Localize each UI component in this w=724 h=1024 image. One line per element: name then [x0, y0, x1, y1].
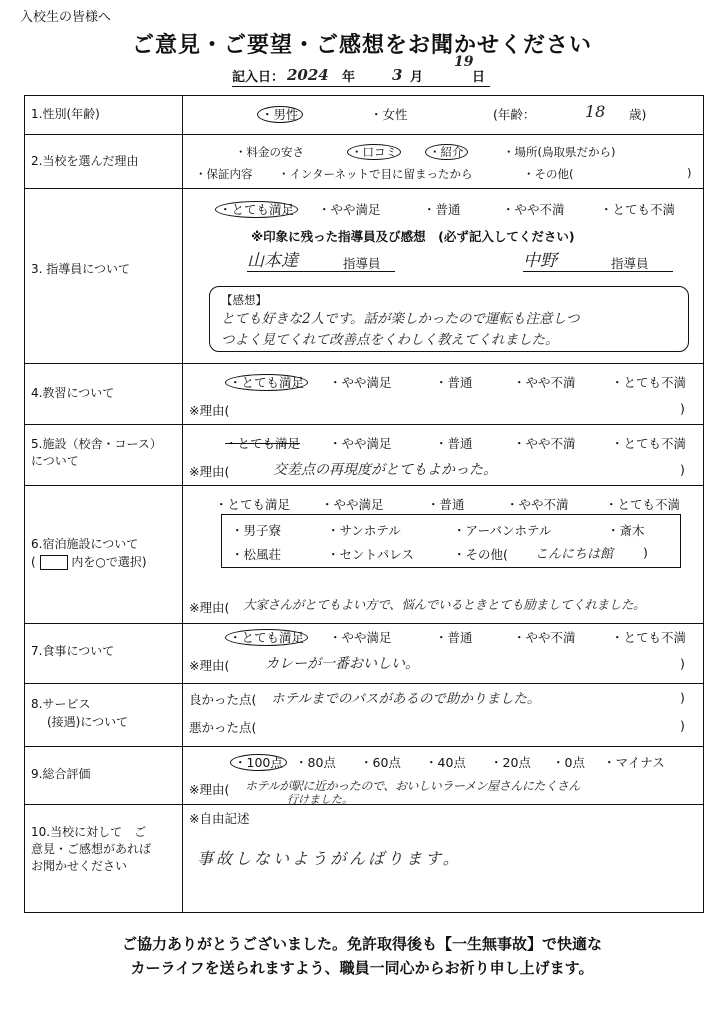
q1-female-option[interactable]: ・女性 [370, 107, 408, 122]
q8-bad-label: 悪かった点( [189, 720, 257, 735]
q2-opt-internet[interactable]: ・インターネットで目に留まったから [278, 167, 473, 181]
q6-label-1: 6.宿泊施設について [31, 537, 139, 551]
date-day-unit: 日 [472, 70, 486, 85]
q1-label: 1.性別(年齢) [31, 107, 100, 121]
q7-reason-prefix: ※理由( [189, 658, 230, 673]
q2-opt-referral[interactable]: ・紹介 [425, 144, 468, 160]
q6-fac-other[interactable]: ・その他( [453, 547, 508, 562]
q2-opt-review[interactable]: ・口コミ [347, 144, 401, 160]
q6-fac-saiki[interactable]: ・斎木 [607, 523, 645, 538]
q6-scale [215, 495, 681, 513]
q5-reason[interactable]: 交差点の再現度がとてもよかった。 [273, 462, 497, 478]
q9-reason-line2: 行けました。 [287, 793, 353, 806]
q4-very-dissatisfied[interactable]: ・とても不満 [611, 375, 687, 390]
q4-satisfied[interactable]: ・やや満足 [329, 375, 392, 390]
q7-satisfied[interactable]: ・やや満足 [329, 630, 392, 645]
q4-neutral[interactable]: ・普通 [435, 375, 473, 390]
q7-dissatisfied[interactable]: ・やや不満 [513, 630, 576, 645]
q6-fac-shofuso[interactable]: ・松風荘 [231, 547, 282, 562]
page-title: ご意見・ご要望・ご感想をお聞かせください [131, 33, 592, 58]
q6-neutral[interactable]: ・普通 [427, 497, 465, 512]
date-month-unit: 月 [410, 70, 424, 85]
q6-fac-other-text[interactable]: こんにちは館 [535, 547, 614, 562]
q7-neutral[interactable]: ・普通 [435, 630, 473, 645]
q9-score-100[interactable]: ・100点 [230, 754, 287, 771]
q3-instructor-1[interactable]: 山本達 [247, 246, 395, 272]
q3-note: ※印象に残った指導員及び感想 (必ず記入してください) [251, 229, 575, 244]
q3-impression-line1: とても好きな2人です。話が楽しかったので運転も注意しつ [221, 311, 580, 327]
q3-dissatisfied[interactable]: ・やや不満 [502, 202, 565, 217]
q5-neutral[interactable]: ・普通 [435, 436, 473, 451]
q2-opt-location[interactable]: ・場所(鳥取県だから) [503, 145, 616, 159]
q2-other-close: ) [687, 166, 692, 180]
q9-score-minus[interactable]: ・マイナス [603, 755, 665, 770]
date-year: 2024 [287, 66, 329, 84]
q2-opt-price[interactable]: ・料金の安さ [235, 145, 304, 159]
q4-label: 4.教習について [31, 386, 115, 400]
date-year-unit: 年 [342, 70, 356, 85]
q7-very-dissatisfied[interactable]: ・とても不満 [611, 630, 687, 645]
q8-good-label: 良かった点( [189, 692, 257, 707]
q9-score-60[interactable]: ・60点 [360, 755, 401, 770]
q10-free-label: ※自由記述 [189, 811, 250, 826]
q9-reason-prefix: ※理由( [189, 782, 230, 797]
q4-reason-prefix: ※理由( [189, 403, 230, 418]
q6-fac-sun-hotel[interactable]: ・サンホテル [327, 523, 401, 538]
q3-very-satisfied[interactable]: ・とても満足 [215, 201, 298, 218]
q9-label: 9.総合評価 [31, 767, 91, 781]
q6-label-2 [31, 554, 177, 571]
q3-inst2-suffix: 指導員 [611, 256, 649, 271]
date-month: 3 [392, 66, 403, 84]
q1-male-option[interactable]: ・男性 [257, 106, 303, 123]
q10-label: 10.当校に対して ご意見・ご感想があればお聞かせください [31, 825, 152, 873]
q7-label: 7.食事について [31, 644, 115, 658]
q6-dissatisfied[interactable]: ・やや不満 [506, 497, 569, 512]
q5-reason-prefix: ※理由( [189, 464, 230, 479]
q9-score-0[interactable]: ・0点 [552, 755, 585, 770]
q9-score-20[interactable]: ・20点 [490, 755, 531, 770]
survey-form [24, 95, 704, 913]
q6-satisfied[interactable]: ・やや満足 [321, 497, 384, 512]
q8-good-end: ) [680, 690, 685, 705]
q6-box-symbol [40, 555, 68, 570]
q6-fac-urban-hotel[interactable]: ・アーバンホテル [453, 523, 552, 538]
q4-dissatisfied[interactable]: ・やや不満 [513, 375, 576, 390]
q4-very-satisfied[interactable]: ・とても満足 [225, 374, 308, 391]
q3-scale [215, 200, 676, 218]
q1-age-label: (年齢： [493, 107, 536, 122]
q2-opt-other[interactable]: ・その他( [523, 167, 574, 181]
q3-very-dissatisfied[interactable]: ・とても不満 [600, 202, 676, 217]
q8-good-text[interactable]: ホテルまでのバスがあるので助かりました。 [271, 691, 541, 707]
footer-line-1: ご協力ありがとうございました。免許取得後も【一生無事故】で快適な [121, 935, 602, 953]
q6-very-satisfied[interactable]: ・とても満足 [215, 497, 291, 512]
q4-scale [225, 373, 687, 391]
q1-age-unit: 歳) [629, 107, 647, 122]
q3-label: 3. 指導員について [31, 262, 131, 276]
q5-satisfied[interactable]: ・やや満足 [329, 436, 392, 451]
q7-very-satisfied[interactable]: ・とても満足 [225, 629, 308, 646]
q8-label-2: (接遇)について [47, 715, 129, 729]
q7-reason[interactable]: カレーが一番おいしい。 [265, 656, 419, 672]
q9-score-40[interactable]: ・40点 [425, 755, 466, 770]
header-to: 入校生の皆様へ [20, 10, 112, 25]
q3-inst1-suffix: 指導員 [343, 256, 381, 271]
q9-score-80[interactable]: ・80点 [295, 755, 336, 770]
q3-impression-line2: つよく見てくれて改善点をくわしく教えてくれました。 [221, 332, 559, 348]
q6-reason[interactable]: 大家さんがとてもよい方で、悩んでいるときとても励ましてくれました。 [243, 597, 646, 612]
q8-bad-end: ) [680, 718, 685, 733]
q5-very-dissatisfied[interactable]: ・とても不満 [611, 436, 687, 451]
q8-label-1: 8.サービス [31, 697, 91, 711]
date-label: 記入日： [232, 70, 285, 85]
q6-fac-other-close: ) [643, 545, 648, 560]
q4-reason-end: ) [680, 401, 685, 416]
q5-scale [225, 434, 687, 452]
q2-opt-guarantee[interactable]: ・保証内容 [195, 167, 253, 181]
q3-satisfied[interactable]: ・やや満足 [318, 202, 381, 217]
q6-label-2b: 内を○で選択) [71, 555, 147, 569]
q6-reason-prefix: ※理由( [189, 600, 230, 615]
q2-label: 2.当校を選んだ理由 [31, 154, 139, 168]
q1-age-value[interactable]: 18 [585, 102, 606, 121]
q5-label: 5.施設（校舎・コース）について [31, 437, 162, 468]
q5-reason-end: ) [680, 462, 685, 477]
q7-reason-end: ) [680, 656, 685, 671]
q9-reason[interactable]: ホテルが駅に近かったので、おいしいラーメン屋さんにたくさん [245, 779, 580, 793]
q3-instructor-2[interactable]: 中野 [523, 246, 673, 272]
q6-fac-dorm[interactable]: ・男子寮 [231, 523, 282, 538]
q6-very-dissatisfied[interactable]: ・とても不満 [605, 497, 681, 512]
q6-label-2a: ( [31, 555, 36, 569]
q7-scale [225, 628, 687, 646]
q6-fac-st-palace[interactable]: ・セントパレス [327, 547, 414, 562]
date-day: 19 [454, 54, 474, 70]
q5-dissatisfied[interactable]: ・やや不満 [513, 436, 576, 451]
q5-very-satisfied[interactable]: ・とても満足 [225, 436, 301, 451]
footer-line-2: カーライフを送られますよう、職員一同心からお祈り申し上げます。 [130, 959, 594, 977]
entry-date [232, 54, 490, 87]
q3-impression-label: 【感想】 [221, 293, 267, 307]
q10-free-text[interactable]: 事故しないようがんばります。 [197, 849, 462, 868]
q3-neutral[interactable]: ・普通 [423, 202, 461, 217]
